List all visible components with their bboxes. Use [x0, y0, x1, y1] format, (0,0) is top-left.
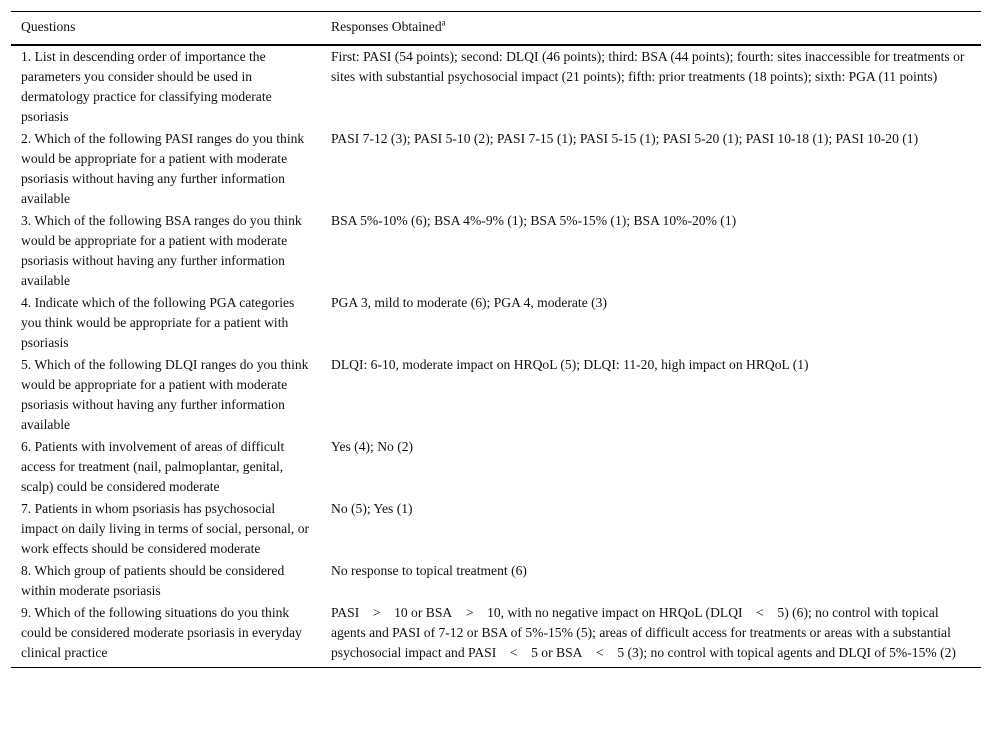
table-row: [11, 45, 981, 128]
table-row: [11, 436, 981, 498]
question-cell: 1. List in descending order of importance the parameters you consider should be used in dermatology practice for classifying moderate psoriasis: [21, 49, 272, 124]
response-cell: PGA 3, mild to moderate (6); PGA 4, moderate (3): [331, 295, 607, 310]
survey-table: [11, 11, 981, 668]
question-cell: 7. Patients in whom psoriasis has psychosocial impact on daily living in terms of social, personal, or work effects should be considered moderate: [21, 501, 310, 556]
response-cell: First: PASI (54 points); second: DLQI (46 points); third: BSA (44 points); fourth: sites inaccessible for treatments or sites with substantial psychosocial impact (21 points); fifth: prior treatments (18 points); sixth: PGA (11 points): [331, 49, 965, 84]
table-row: [11, 128, 981, 210]
column-header-responses: [321, 12, 981, 46]
footnote-marker: a: [441, 17, 446, 28]
question-cell: 9. Which of the following situations do you think could be considered moderate psoriasis in everyday clinical practice: [11, 602, 321, 668]
response-cell: BSA 5%-10% (6); BSA 4%-9% (1); BSA 5%-15% (1); BSA 10%-20% (1): [331, 213, 737, 228]
question-cell: 5. Which of the following DLQI ranges do you think would be appropriate for a patient with moderate psoriasis without having any further information available: [21, 357, 309, 432]
question-cell: 6. Patients with involvement of areas of difficult access for treatment (nail, palmoplantar, genital, scalp) could be considered moderate: [21, 439, 285, 494]
response-cell: PASI > 10 or BSA > 10, with no negative impact on HRQoL (DLQI < 5) (6); no control with topical agents and PASI of 7-12 or BSA of 5%-15% (5); areas of difficult access for treatments or areas with a substantial psychosocial impact and PASI < 5 or BSA < 5 (3); no control with topical agents and DLQI of 5%-15% (2): [321, 602, 981, 668]
column-header-responses-label: Responses Obtained: [331, 19, 442, 34]
table-row: [11, 498, 981, 560]
response-cell: No response to topical treatment (6): [331, 563, 527, 578]
table-row: [11, 354, 981, 436]
survey-table-container: [11, 11, 981, 668]
table-row: [11, 210, 981, 292]
table-row: [11, 292, 981, 354]
column-header-questions: Questions: [11, 12, 321, 46]
table-row: [11, 602, 981, 668]
table-row: [11, 560, 981, 602]
response-cell: PASI 7-12 (3); PASI 5-10 (2); PASI 7-15 (1); PASI 5-15 (1); PASI 5-20 (1); PASI 10-18 (1); PASI 10-20 (1): [331, 131, 919, 146]
question-cell: 4. Indicate which of the following PGA categories you think would be appropriate for a patient with psoriasis: [21, 295, 295, 350]
table-header-row: [11, 12, 981, 46]
question-cell: 2. Which of the following PASI ranges do you think would be appropriate for a patient with moderate psoriasis without having any further information available: [21, 131, 305, 206]
response-cell: No (5); Yes (1): [331, 501, 413, 516]
question-cell: 8. Which group of patients should be considered within moderate psoriasis: [21, 563, 285, 598]
response-cell: DLQI: 6-10, moderate impact on HRQoL (5); DLQI: 11-20, high impact on HRQoL (1): [331, 357, 809, 372]
question-cell: 3. Which of the following BSA ranges do you think would be appropriate for a patient with moderate psoriasis without having any further information available: [21, 213, 302, 288]
response-cell: Yes (4); No (2): [331, 439, 414, 454]
